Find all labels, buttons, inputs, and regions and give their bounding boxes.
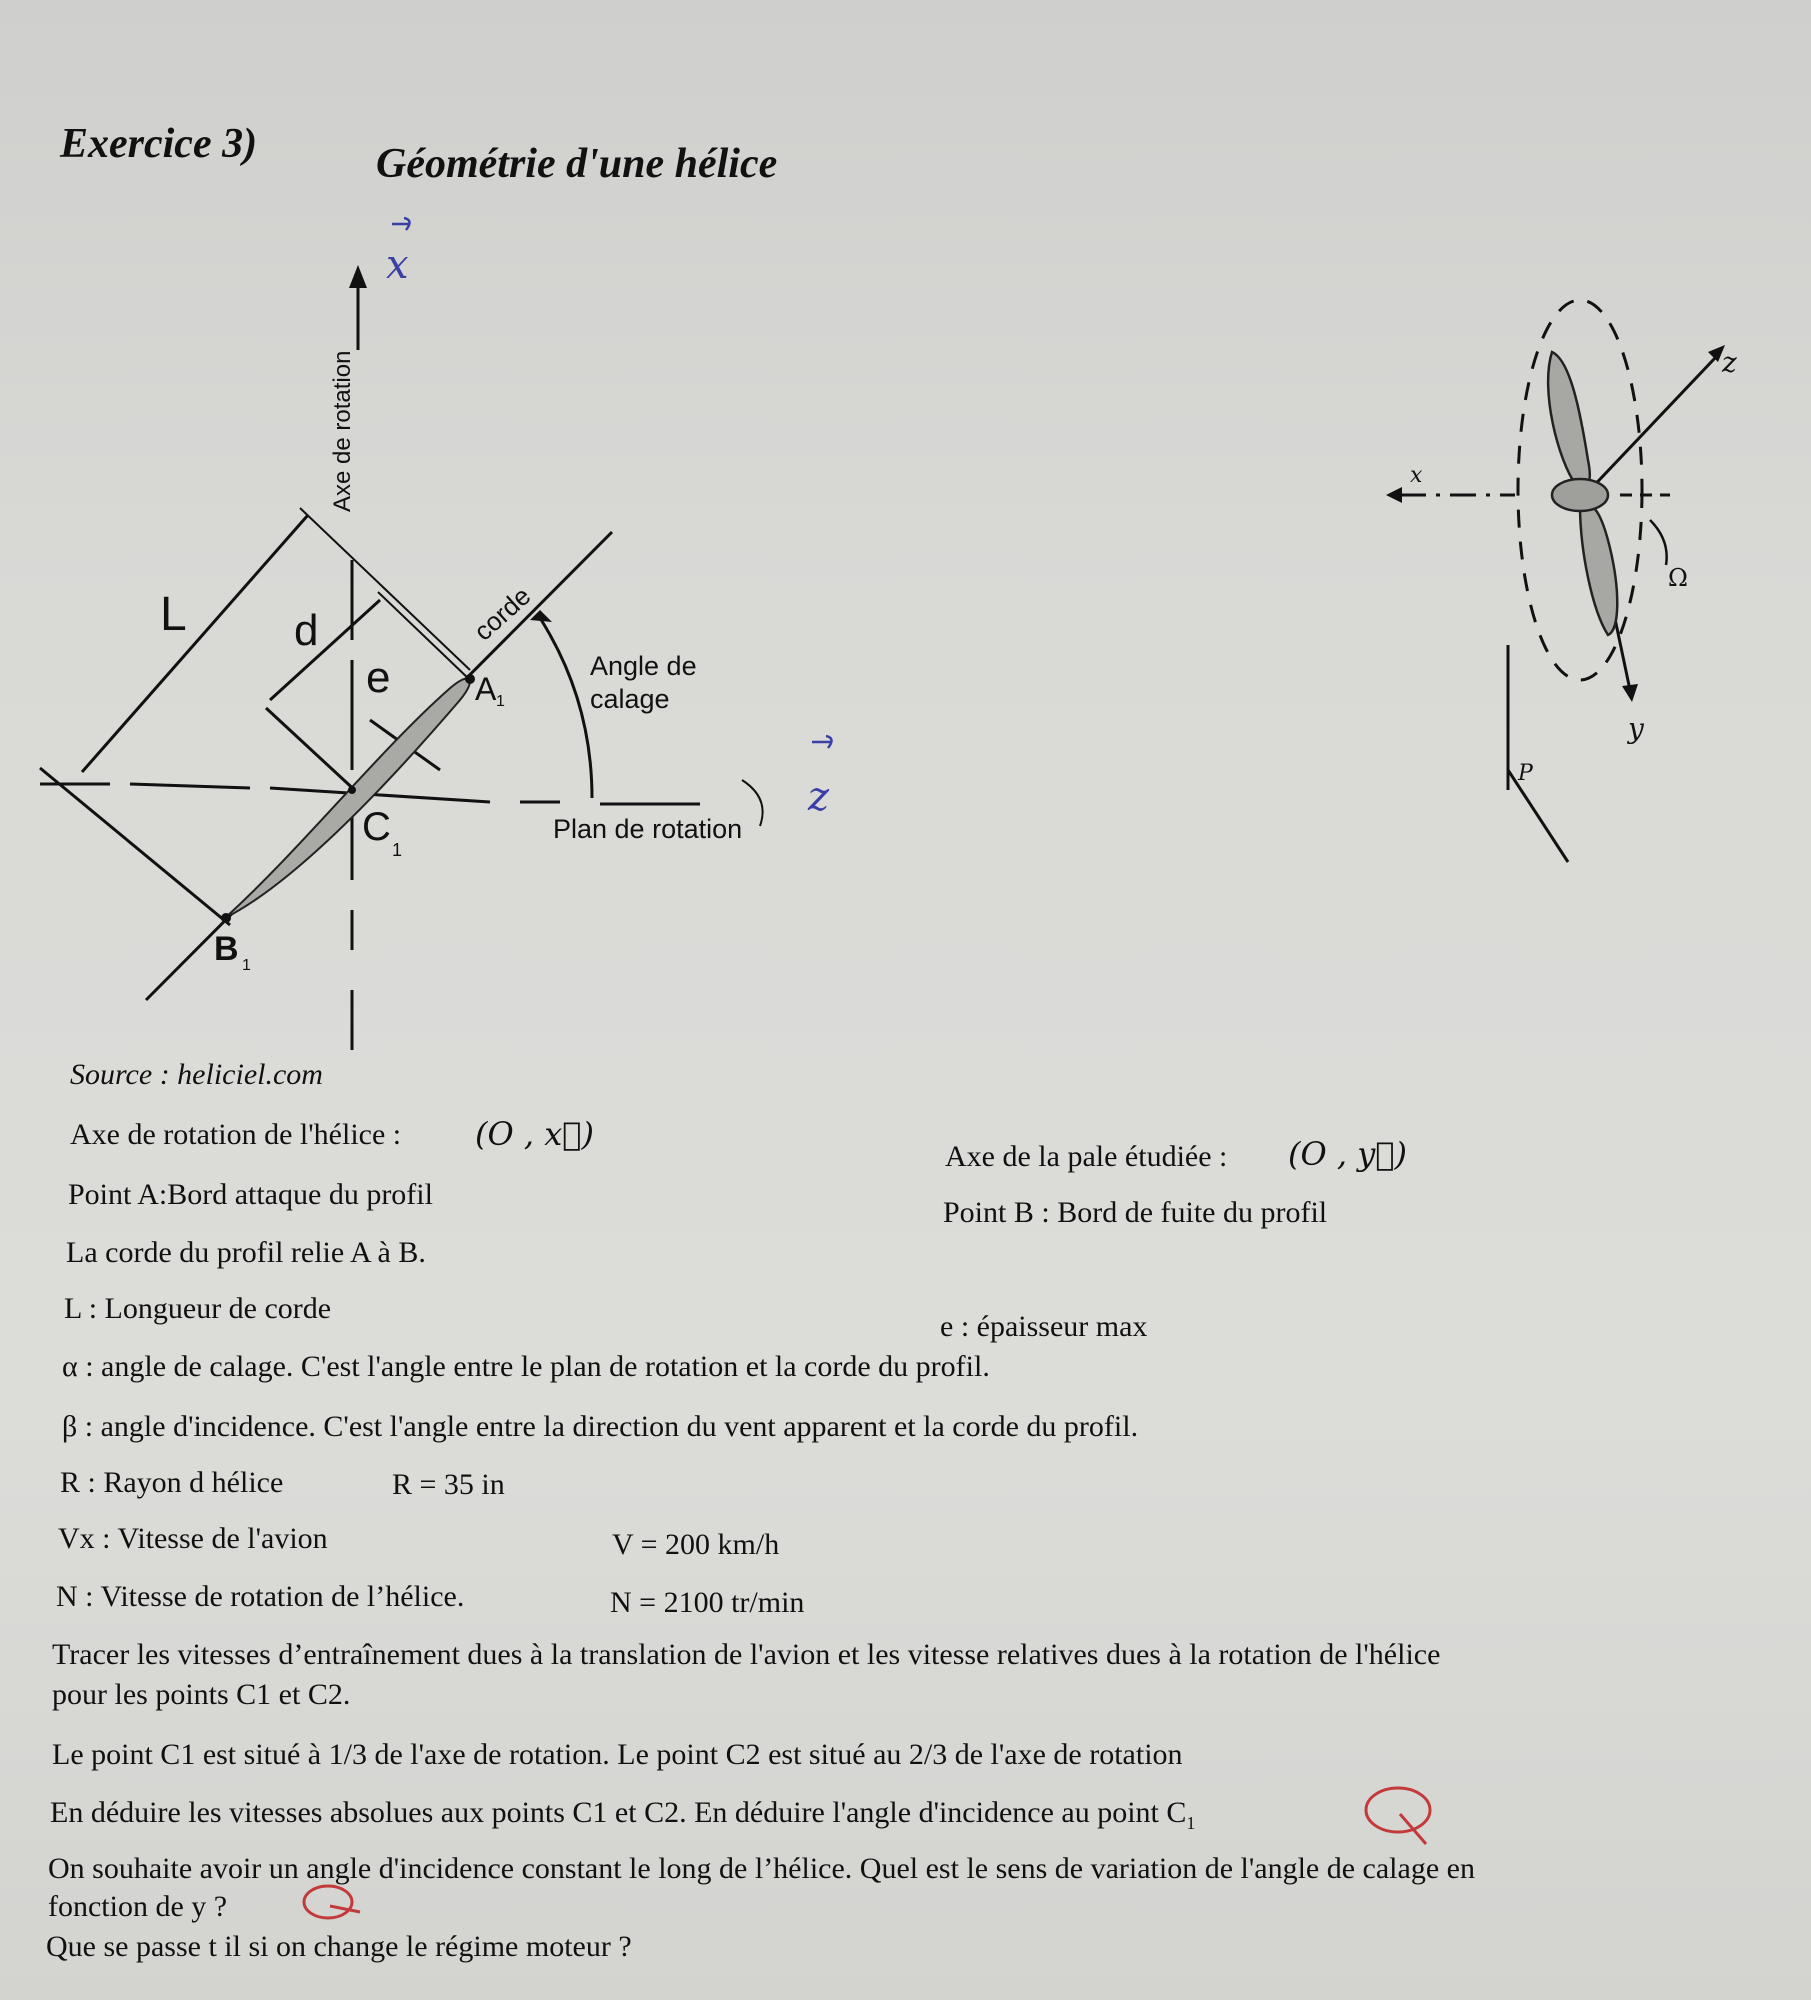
label-x: x (1410, 463, 1423, 488)
question-1-line1: Tracer les vitesses d’entraînement dues à la translation de l'avion et les vitesse relatives dues à la rotation de l'hélice (52, 1638, 1441, 1671)
angle-label-line2: calage (590, 684, 670, 714)
axis-label: Axe de rotation (329, 350, 356, 512)
e-definition: e : épaisseur max (940, 1310, 1148, 1343)
propeller-profile-diagram (0, 190, 880, 1090)
label-C-sub: 1 (392, 840, 403, 860)
question-1-line2: pour les points C1 et C2. (52, 1678, 351, 1711)
label-L: L (160, 588, 187, 641)
question-5: Que se passe t il si on change le régime moteur ? (46, 1930, 632, 1963)
question-3 (50, 1796, 1195, 1834)
label-B-sub: 1 (242, 957, 251, 974)
page-title: Géométrie d'une hélice (376, 141, 778, 187)
label-y: y (1628, 712, 1644, 745)
label-A: A (475, 671, 497, 707)
d-upper (270, 600, 380, 700)
question-4-line2: fonction de y ? (48, 1890, 228, 1923)
handwritten-z-arrow (812, 736, 832, 748)
angle-label-line1: Angle de (590, 651, 697, 681)
pointA-definition: Point A:Bord attaque du profil (68, 1178, 433, 1211)
label-P: P (1518, 761, 1533, 786)
exercise-number: Exercice 3) (60, 121, 258, 167)
propeller-3d-diagram (1380, 290, 1800, 890)
y-arrow (1622, 684, 1638, 702)
point-C-dot (348, 786, 356, 794)
label-corde: corde (467, 580, 537, 647)
axe-helice-math: (O , x⃗) (475, 1115, 594, 1153)
propeller-hub (1552, 479, 1608, 511)
L-lower (40, 768, 230, 925)
label-z: z (1722, 346, 1737, 379)
N-label: N : Vitesse de rotation de l’hélice. (56, 1580, 465, 1613)
z-axis (1585, 358, 1715, 495)
rotation-axis-arrow (349, 265, 367, 288)
calage-arc (540, 618, 592, 798)
label-omega: Ω (1668, 564, 1688, 592)
question-3-text: En déduire les vitesses absolues aux points C1 et C2. En déduire l'angle d'incidence au point C (50, 1796, 1187, 1829)
N-value: N = 2100 tr/min (610, 1586, 805, 1619)
V-value: V = 200 km/h (612, 1528, 780, 1561)
axe-pale-label: Axe de la pale étudiée : (945, 1140, 1228, 1173)
corde-definition: La corde du profil relie A à B. (66, 1236, 426, 1269)
red-q-mark-2 (298, 1880, 368, 1930)
L-upper (82, 515, 308, 772)
handwritten-x: x (386, 242, 409, 288)
pointB-definition: Point B : Bord de fuite du profil (943, 1196, 1328, 1229)
label-d: d (294, 606, 319, 655)
question-4-line1: On souhaite avoir un angle d'incidence constant le long de l’hélice. Quel est le sens de variation de l'angle de calage en (48, 1852, 1475, 1885)
L-definition: L : Longueur de corde (64, 1292, 332, 1325)
label-A-sub: 1 (496, 693, 505, 710)
alpha-definition: α : angle de calage. C'est l'angle entre le plan de rotation et la corde du profil. (62, 1350, 990, 1383)
V-label: Vx : Vitesse de l'avion (58, 1522, 328, 1555)
handwritten-z: z (808, 774, 830, 820)
axe-helice-label: Axe de rotation de l'hélice : (70, 1118, 402, 1151)
omega-arrow (1650, 520, 1667, 565)
question-2: Le point C1 est situé à 1/3 de l'axe de rotation. Le point C2 est situé au 2/3 de l'axe de rotation (52, 1738, 1183, 1771)
beta-definition: β : angle d'incidence. C'est l'angle entre la direction du vent apparent et la corde du profil. (62, 1410, 1139, 1443)
question-3-sub: 1 (1186, 1813, 1196, 1833)
label-e: e (366, 653, 391, 702)
handwritten-x-arrow (392, 218, 410, 230)
blade-upper (1548, 352, 1590, 486)
blade-lower (1580, 504, 1617, 635)
d-right (378, 592, 470, 680)
plan-label: Plan de rotation (553, 814, 743, 844)
point-B-dot (221, 913, 231, 923)
R-value: R = 35 in (392, 1468, 505, 1501)
pitch-diagonal (1508, 770, 1568, 862)
L-right (300, 508, 470, 670)
source-credit: Source : heliciel.com (70, 1058, 323, 1091)
point-A-dot (465, 674, 475, 684)
red-q-mark-1 (1360, 1780, 1450, 1850)
x-arrow (1386, 487, 1402, 503)
label-B: B (214, 930, 239, 968)
label-C: C (362, 805, 391, 849)
axe-pale-math: (O , y⃗) (1288, 1135, 1407, 1173)
R-label: R : Rayon d hélice (60, 1466, 284, 1499)
d-lower (266, 708, 360, 795)
plane-arrow-hook (742, 780, 763, 826)
